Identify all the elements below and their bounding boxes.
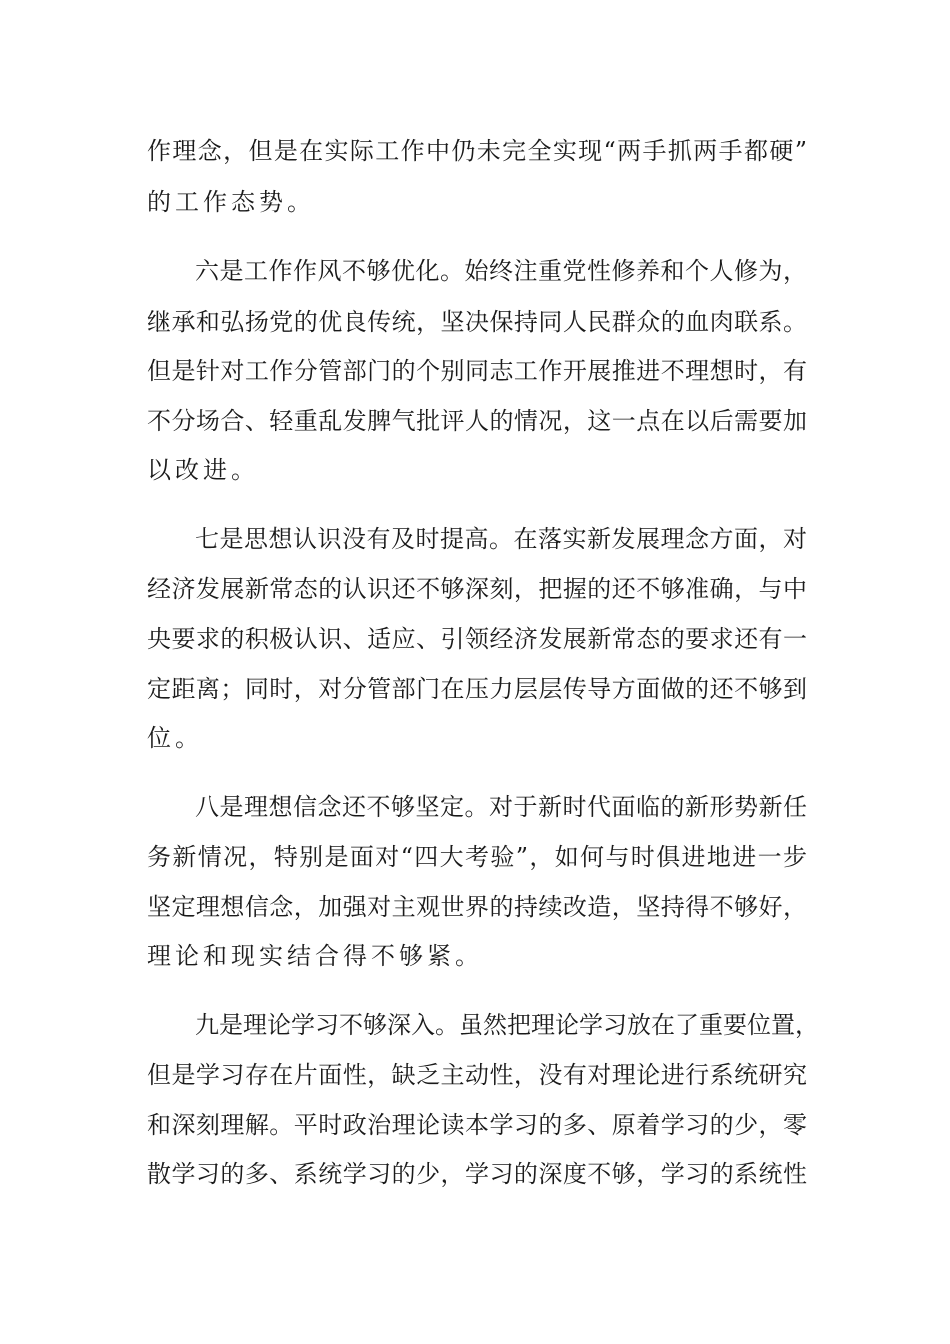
text-line: 定距离；同时，对分管部门在压力层层传导方面做的还不够到	[147, 675, 807, 703]
text-line: 但是针对工作分管部门的个别同志工作开展推进不理想时，有	[147, 357, 807, 385]
paragraph-first-line: 七是思想认识没有及时提高。在落实新发展理念方面，对	[195, 525, 807, 553]
text-line: 理论和现实结合得不够紧。	[147, 942, 483, 970]
text-line: 坚定理想信念，加强对主观世界的持续改造，坚持得不够好，	[147, 893, 807, 921]
text-line: 作理念，但是在实际工作中仍未完全实现“两手抓两手都硬”	[147, 137, 807, 165]
text-line: 位。	[147, 724, 203, 752]
text-line: 不分场合、轻重乱发脾气批评人的情况，这一点在以后需要加	[147, 407, 807, 435]
paragraph-first-line: 九是理论学习不够深入。虽然把理论学习放在了重要位置，	[195, 1011, 819, 1039]
text-line: 和深刻理解。平时政治理论读本学习的多、原着学习的少，零	[147, 1111, 807, 1139]
text-line: 以改进。	[147, 456, 259, 484]
text-line: 务新情况，特别是面对“四大考验”，如何与时俱进地进一步	[147, 843, 807, 871]
text-line: 的工作态势。	[147, 188, 315, 216]
paragraph-first-line: 六是工作作风不够优化。始终注重党性修养和个人修为，	[195, 257, 807, 285]
text-line: 但是学习存在片面性，缺乏主动性，没有对理论进行系统研究	[147, 1061, 807, 1089]
text-line: 继承和弘扬党的优良传统，坚决保持同人民群众的血肉联系。	[147, 308, 807, 336]
text-line: 央要求的积极认识、适应、引领经济发展新常态的要求还有一	[147, 625, 807, 653]
text-line: 散学习的多、系统学习的少，学习的深度不够，学习的系统性	[147, 1160, 807, 1188]
text-line: 经济发展新常态的认识还不够深刻，把握的还不够准确，与中	[147, 575, 807, 603]
paragraph-first-line: 八是理想信念还不够坚定。对于新时代面临的新形势新任	[195, 793, 807, 821]
